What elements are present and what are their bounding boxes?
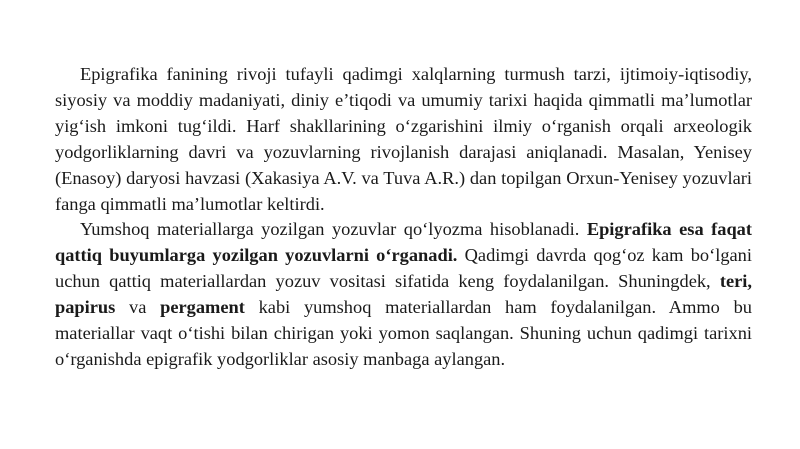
paragraph-2-bold-1: Epigrafika esa faqat qattiq buyumlarga yozilgan yozuvlarni o‘rganadi. (55, 219, 752, 266)
paragraph-2-text-4: kabi yumshoq materiallardan ham foydalanilgan. Ammo bu materiallar vaqt o‘tishi bilan chirigan yoki yomon saqlangan. Shuning uchun qadimgi tarixni o‘rganishda epigrafik yodgorliklar asosiy manbaga aylangan. (55, 297, 752, 369)
paragraph-2-bold-3: pergament (160, 297, 245, 318)
paragraph-2-text-2: Qadimgi davrda qog‘oz kam bo‘lgani uchun qattiq materiallardan yozuv vositasi sifatida keng foydalanilgan. Shuningdek, (55, 245, 752, 292)
paragraph-1: Epigrafika fanining rivoji tufayli qadimgi xalqlarning turmush tarzi, ijtimoiy-iqtisodiy, siyosiy va moddiy madaniyati, diniy e’tiqodi va umumiy tarixi haqida qimmatli ma’lumotlar yig‘ish imkoni tug‘ildi. Harf shakllarining o‘zgarishini ilmiy o‘rganish orqali arxeologik yodgorliklarning davri va yozuvlarning rivojlanish darajasi aniqlanadi. Masalan, Yenisey (Enasoy) daryosi havzasi (Xakasiya A.V. va Tuva A.R.) dan topilgan Orxun-Yenisey yozuvlari fanga qimmatli ma’lumotlar keltirdi. (55, 64, 752, 214)
paragraph-2 (55, 217, 752, 372)
paragraph-2-bold-2: teri, papirus (55, 271, 752, 318)
paragraph-2-text-3: va (115, 297, 161, 318)
document-body (55, 62, 752, 373)
paragraph-2-text-1: Yumshoq materiallarga yozilgan yozuvlar qo‘lyozma hisoblanadi. (80, 219, 587, 240)
